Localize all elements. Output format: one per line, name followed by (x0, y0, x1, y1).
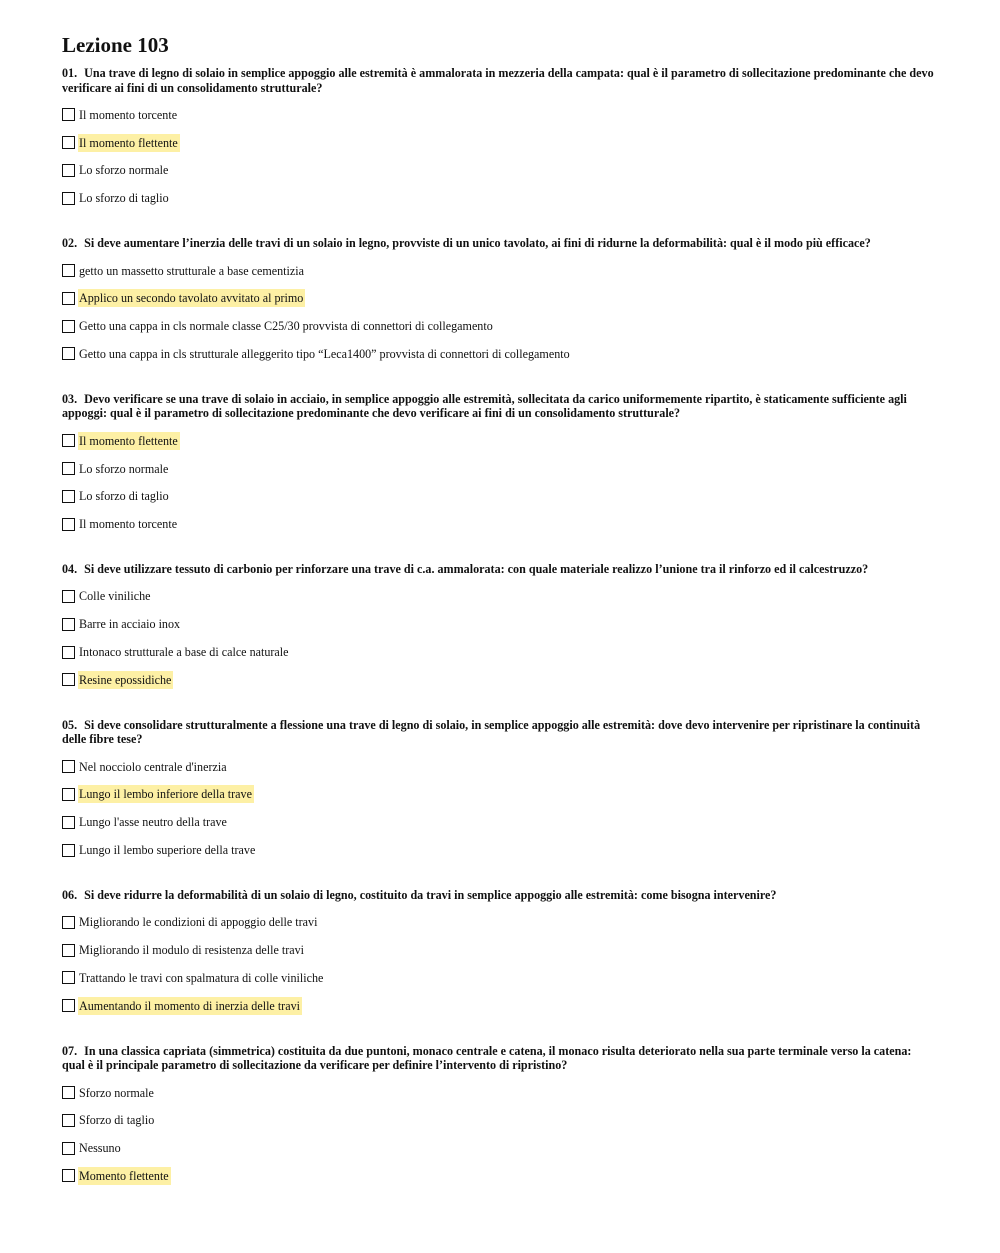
answer-label: Resine epossidiche (79, 672, 172, 687)
lesson-title: Lezione 103 (62, 33, 169, 57)
question-number: 04. (62, 562, 78, 577)
answer-checkbox[interactable] (62, 490, 75, 503)
answer-option[interactable] (62, 1134, 934, 1162)
question-body: Si deve ridurre la deformabilità di un solaio di legno, costituito da travi in semplice appoggio alle estremità: come bisogna intervenire? (84, 887, 777, 902)
answer-option[interactable] (62, 257, 934, 285)
answer-label: Il momento torcente (79, 517, 178, 532)
answer-option[interactable] (62, 455, 934, 483)
answer-checkbox[interactable] (62, 136, 75, 149)
answer-checkbox[interactable] (62, 916, 75, 929)
answer-label: getto un massetto strutturale a base cementizia (79, 263, 304, 278)
answer-label: Intonaco strutturale a base di calce naturale (79, 645, 289, 660)
answer-option-correct[interactable] (62, 992, 934, 1020)
question-number: 06. (62, 887, 78, 902)
answer-checkbox[interactable] (62, 944, 75, 957)
answer-option-correct[interactable] (62, 666, 934, 694)
answer-checkbox[interactable] (62, 292, 75, 305)
question-body: In una classica capriata (simmetrica) costituita da due puntoni, monaco centrale e catena, il monaco risulta deteriorato nella sua parte terminale verso la catena: qual è il principale parametro di sollecitazione da verificare per definire l’intervento di ripristino? (62, 1043, 912, 1073)
answer-checkbox[interactable] (62, 164, 75, 177)
answer-label: Migliorando il modulo di resistenza delle travi (79, 943, 305, 958)
answer-label: Barre in acciaio inox (79, 617, 181, 632)
answer-label: Getto una cappa in cls normale classe C25/30 provvista di connettori di collegamento (79, 319, 493, 334)
answer-checkbox[interactable] (62, 347, 75, 360)
question-text (62, 888, 934, 903)
answer-option[interactable] (62, 610, 934, 638)
answer-option[interactable] (62, 157, 934, 185)
answer-option[interactable] (62, 312, 934, 340)
answer-option[interactable] (62, 583, 934, 611)
question-1 (62, 66, 934, 212)
answer-checkbox[interactable] (62, 618, 75, 631)
answer-checkbox[interactable] (62, 264, 75, 277)
question-text (62, 236, 934, 251)
question-list (62, 66, 934, 1190)
answer-label: Nel nocciolo centrale d'inerzia (79, 759, 227, 774)
question-3 (62, 392, 934, 538)
answer-label: Lungo il lembo inferiore della trave (79, 787, 252, 802)
answer-label: Lo sforzo di taglio (79, 489, 169, 504)
answer-label: Momento flettente (79, 1168, 169, 1183)
answer-label: Lo sforzo normale (79, 163, 169, 178)
answer-option-correct[interactable] (62, 284, 934, 312)
answer-label: Aumentando il momento di inerzia delle travi (79, 998, 300, 1013)
question-7 (62, 1044, 934, 1190)
answer-checkbox[interactable] (62, 1169, 75, 1182)
answer-label: Lo sforzo di taglio (79, 191, 169, 206)
answer-option-correct[interactable] (62, 781, 934, 809)
answer-label: Nessuno (79, 1141, 121, 1156)
answer-checkbox[interactable] (62, 108, 75, 121)
answer-option-correct[interactable] (62, 129, 934, 157)
answer-option[interactable] (62, 638, 934, 666)
answer-checkbox[interactable] (62, 673, 75, 686)
answer-option[interactable] (62, 1106, 934, 1134)
answer-label: Lungo l'asse neutro della trave (79, 815, 227, 830)
answer-checkbox[interactable] (62, 971, 75, 984)
quiz-page (62, 30, 934, 1214)
answer-option[interactable] (62, 184, 934, 212)
answer-checkbox[interactable] (62, 999, 75, 1012)
question-text (62, 66, 934, 95)
answer-label: Migliorando le condizioni di appoggio delle travi (79, 915, 318, 930)
answer-checkbox[interactable] (62, 1114, 75, 1127)
question-number: 05. (62, 717, 78, 732)
answer-label: Sforzo normale (79, 1085, 154, 1100)
answer-label: Colle viniliche (79, 589, 151, 604)
question-body: Si deve utilizzare tessuto di carbonio per rinforzare una trave di c.a. ammalorata: con quale materiale realizzo l’unione tra il rinforzo ed il calcestruzzo? (84, 562, 869, 577)
question-4 (62, 562, 934, 694)
answer-option[interactable] (62, 936, 934, 964)
answer-option[interactable] (62, 808, 934, 836)
answer-option[interactable] (62, 510, 934, 538)
answer-option[interactable] (62, 101, 934, 129)
question-number: 01. (62, 66, 78, 80)
question-text (62, 562, 934, 577)
question-6 (62, 888, 934, 1020)
answer-checkbox[interactable] (62, 320, 75, 333)
question-2 (62, 236, 934, 368)
answer-label: Sforzo di taglio (79, 1113, 155, 1128)
answer-checkbox[interactable] (62, 590, 75, 603)
answer-checkbox[interactable] (62, 646, 75, 659)
question-body: Si deve aumentare l’inerzia delle travi di un solaio in legno, provviste di un unico tavolato, ai fini di ridurne la deformabilità: qual è il modo più efficace? (84, 236, 871, 251)
answer-option[interactable] (62, 340, 934, 368)
question-number: 07. (62, 1043, 78, 1058)
answer-label: Lungo il lembo superiore della trave (79, 843, 256, 858)
answer-checkbox[interactable] (62, 1086, 75, 1099)
answer-checkbox[interactable] (62, 434, 75, 447)
answer-checkbox[interactable] (62, 816, 75, 829)
question-body: Si deve consolidare strutturalmente a flessione una trave di legno di solaio, in semplice appoggio alle estremità: dove devo intervenire per ripristinare la continuità delle fibre tese? (62, 717, 921, 747)
question-text (62, 392, 934, 421)
answer-checkbox[interactable] (62, 1142, 75, 1155)
answer-label: Il momento torcente (79, 107, 178, 122)
answer-option[interactable] (62, 964, 934, 992)
answer-checkbox[interactable] (62, 760, 75, 773)
answer-checkbox[interactable] (62, 462, 75, 475)
question-number: 02. (62, 236, 78, 251)
answer-option-correct[interactable] (62, 427, 934, 455)
question-body: Devo verificare se una trave di solaio in acciaio, in semplice appoggio alle estremità, sollecitata da carico uniformemente ripartito, è staticamente sufficiente agli appoggi: qual è il parametro di sollecitazione predominante che devo verificare ai fini di un consolidamento strutturale? (62, 391, 907, 421)
question-text (62, 1044, 934, 1073)
answer-option[interactable] (62, 908, 934, 936)
answer-option[interactable] (62, 836, 934, 864)
answer-option-correct[interactable] (62, 1162, 934, 1190)
question-body: Una trave di legno di solaio in semplice appoggio alle estremità è ammalorata in mezzeria della campata: qual è il parametro di sollecitazione predominante che devo verificare ai fini di un consolidamento strutturale? (62, 66, 934, 95)
answer-checkbox[interactable] (62, 518, 75, 531)
answer-checkbox[interactable] (62, 788, 75, 801)
question-text (62, 718, 934, 747)
answer-label: Il momento flettente (79, 135, 178, 150)
answer-label: Applico un secondo tavolato avvitato al primo (79, 291, 304, 306)
answer-label: Getto una cappa in cls strutturale alleggerito tipo “Leca1400” provvista di connettori di collegamento (79, 346, 570, 361)
answer-label: Il momento flettente (79, 433, 178, 448)
question-5 (62, 718, 934, 864)
answer-checkbox[interactable] (62, 192, 75, 205)
answer-label: Lo sforzo normale (79, 461, 169, 476)
answer-option[interactable] (62, 482, 934, 510)
answer-option[interactable] (62, 753, 934, 781)
question-number: 03. (62, 391, 78, 406)
answer-checkbox[interactable] (62, 844, 75, 857)
answer-option[interactable] (62, 1079, 934, 1107)
answer-label: Trattando le travi con spalmatura di colle viniliche (79, 970, 324, 985)
